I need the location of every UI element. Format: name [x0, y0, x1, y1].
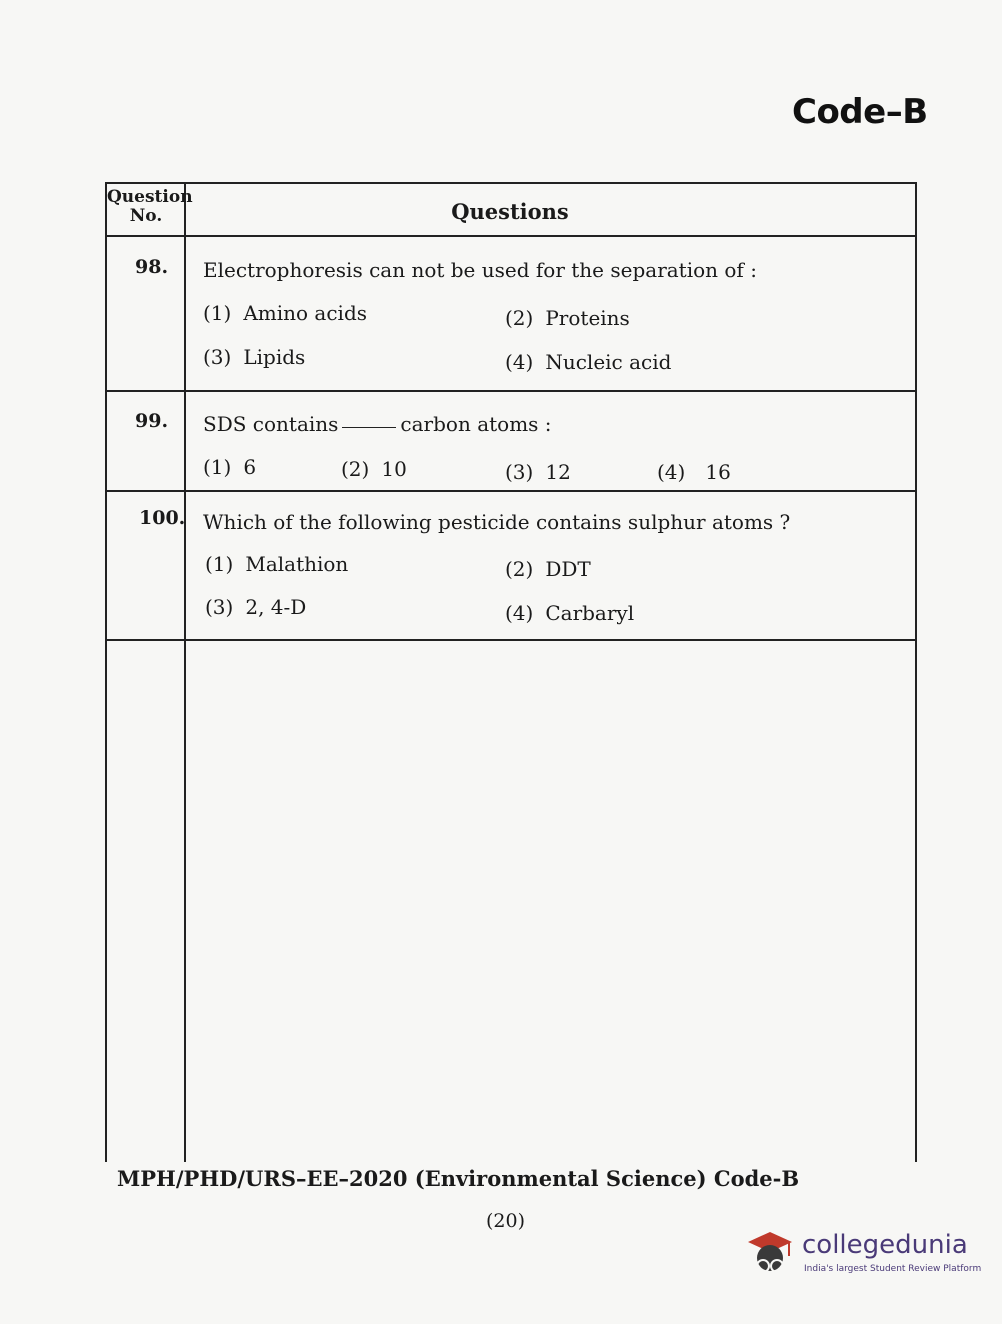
option-number: (4)	[657, 460, 686, 484]
option-4	[505, 601, 634, 625]
watermark-tagline: India's largest Student Review Platform	[804, 1264, 982, 1274]
option-text: DDT	[545, 557, 591, 581]
header-questions: Questions	[451, 199, 569, 224]
header-divider	[107, 235, 915, 237]
option-text: 12	[545, 460, 571, 484]
question-table	[105, 182, 917, 1162]
option-number: (4)	[505, 601, 534, 625]
option-3	[203, 345, 305, 369]
option-1	[203, 455, 256, 479]
option-text: Carbaryl	[545, 601, 635, 625]
option-number: (4)	[505, 350, 534, 374]
option-text: Amino acids	[243, 301, 368, 325]
option-number: (3)	[205, 595, 234, 619]
column-divider	[184, 184, 186, 1162]
graduate-icon	[742, 1228, 798, 1278]
code-label: Code–B	[792, 92, 928, 132]
option-text: Lipids	[243, 345, 306, 369]
question-number: 100.	[139, 507, 186, 529]
header-question-no: Question No.	[107, 187, 193, 226]
option-2	[341, 457, 407, 481]
option-number: (1)	[203, 301, 232, 325]
option-text: 2, 4-D	[245, 595, 307, 619]
option-number: (1)	[205, 552, 234, 576]
option-number: (3)	[203, 345, 232, 369]
option-4	[657, 460, 731, 484]
option-text: 10	[381, 457, 407, 481]
option-number: (2)	[341, 457, 370, 481]
option-number: (3)	[505, 460, 534, 484]
option-number: (2)	[505, 306, 534, 330]
option-text: 16	[705, 460, 731, 484]
option-1	[205, 552, 348, 576]
watermark-logo	[742, 1226, 982, 1282]
watermark-brand: collegedunia	[802, 1230, 968, 1260]
option-number: (1)	[203, 455, 232, 479]
question-text-end: carbon atoms :	[400, 412, 552, 436]
option-number: (2)	[505, 557, 534, 581]
option-3	[205, 595, 306, 619]
option-text: 6	[243, 455, 257, 479]
option-text: Malathion	[245, 552, 349, 576]
row-divider	[107, 390, 915, 392]
option-3	[505, 460, 571, 484]
question-number: 98.	[135, 256, 169, 278]
question-text: Which of the following pesticide contains sulphur atoms ?	[203, 510, 791, 534]
option-4	[505, 350, 671, 374]
question-text: Electrophoresis can not be used for the separation of :	[203, 258, 757, 282]
question-text	[203, 412, 552, 436]
option-text: Proteins	[545, 306, 630, 330]
option-2	[505, 557, 591, 581]
question-text-start: SDS contains	[203, 412, 339, 436]
question-number: 99.	[135, 410, 169, 432]
row-divider	[107, 639, 915, 641]
row-divider	[107, 490, 915, 492]
option-1	[203, 301, 367, 325]
fill-blank	[342, 427, 396, 428]
exam-footer: MPH/PHD/URS–EE–2020 (Environmental Science) Code-B	[117, 1166, 800, 1191]
option-2	[505, 306, 630, 330]
option-text: Nucleic acid	[545, 350, 672, 374]
page-number: (20)	[486, 1210, 526, 1232]
